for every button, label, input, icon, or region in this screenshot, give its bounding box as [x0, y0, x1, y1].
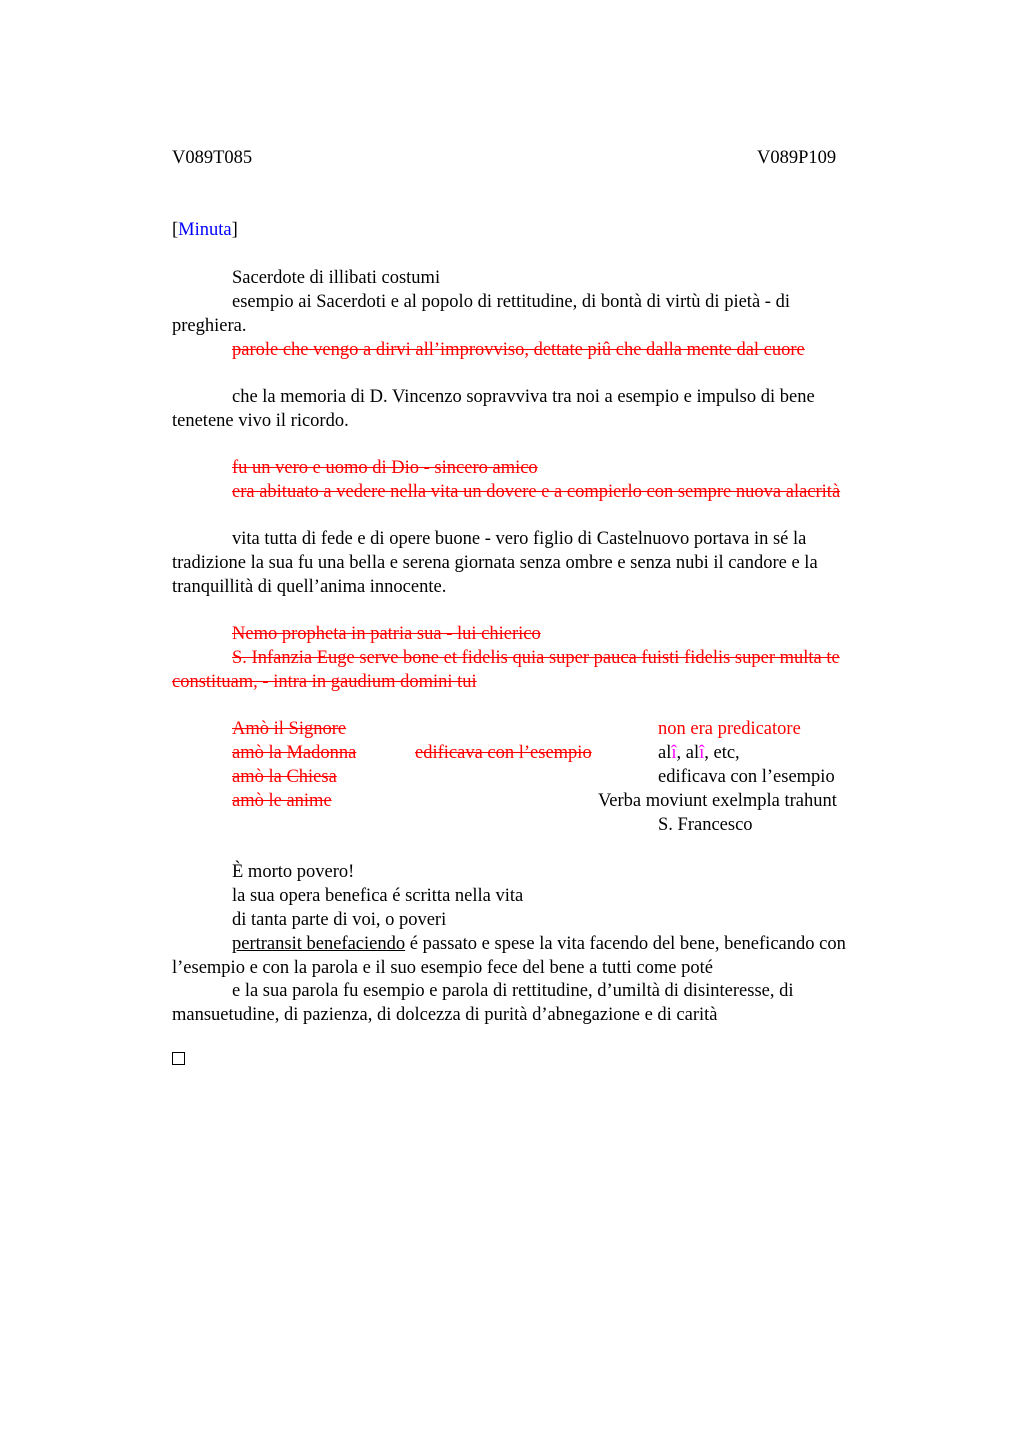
header-right-code: V089P109 [757, 148, 837, 168]
p6-line4-rest: é passato e spese la vita facendo del bene, beneficando con [405, 934, 846, 954]
p5-struck-line1: Nemo propheta in patria sua - lui chierico [232, 624, 541, 644]
p2-line2: tenetene vivo il ricordo. [172, 411, 349, 431]
bracket-open: [ [172, 220, 179, 240]
p6-underlined-phrase: pertransit benefaciendo [232, 934, 406, 954]
col-right-ali [658, 744, 740, 763]
p1-line1: Sacerdote di illibati costumi [232, 268, 441, 288]
col-right-line5: S. Francesco [658, 815, 753, 835]
header-left-code: V089T085 [172, 148, 253, 168]
p6-line2: la sua opera benefica é scritta nella vita [232, 886, 524, 906]
p1-line2: esempio ai Sacerdoti e al popolo di rettitudine, di bontà di virtù di pietà - di [232, 292, 790, 312]
p6-line7: mansuetudine, di pazienza, di dolcezza di purità d’abnegazione e di carità [172, 1005, 718, 1025]
ali-circumflex-2: î [699, 743, 705, 763]
p1-line3: preghiera. [172, 316, 247, 336]
p4-line1: vita tutta di fede e di opere buone - vero figlio di Castelnuovo portava in sé la [232, 529, 807, 549]
minuta-word: Minuta [178, 220, 232, 240]
p6-line4 [232, 935, 846, 954]
col-middle-struck: edificava con l’esempio [415, 743, 592, 763]
ali-circumflex-1: î [671, 743, 677, 763]
col-right-line4: Verba moviunt exelmpla trahunt [598, 791, 837, 811]
col-left-line2: amò la Madonna [232, 743, 357, 763]
col-left-line3: amò la Chiesa [232, 767, 337, 787]
minuta-label [172, 221, 238, 240]
p6-line1: È morto povero! [232, 862, 355, 882]
ali-text-2: al [685, 743, 700, 763]
p6-line5: l’esempio e con la parola e il suo esempio fece del bene a tutti come poté [172, 958, 713, 978]
p3-struck-line2: era abituato a vedere nella vita un dovere e a compierlo con sempre nuova alacrità [232, 482, 841, 502]
checkbox-icon[interactable] [172, 1052, 185, 1065]
ali-text-1: al [658, 743, 672, 763]
ali-sep: , [676, 743, 686, 763]
p5-struck-line3: constituam, - intra in gaudium domini tui [172, 672, 477, 692]
p5-struck-line2: S. Infanzia Euge serve bone et fidelis quia super pauca fuisti fidelis super multa te [232, 648, 840, 668]
ali-end: , etc, [704, 743, 740, 763]
p1-struck-line: parole che vengo a dirvi all’improvviso, dettate piû che dalla mente dal cuore [232, 340, 805, 360]
p4-line2: tradizione la sua fu una bella e serena giornata senza ombre e senza nubi il candore e la [172, 553, 818, 573]
p2-line1: che la memoria di D. Vincenzo sopravviva tra noi a esempio e impulso di bene [232, 387, 815, 407]
col-left-line1: Amò il Signore [232, 719, 347, 739]
col-right-line3: edificava con l’esempio [658, 767, 835, 787]
p4-line3: tranquillità di quell’anima innocente. [172, 577, 447, 597]
p6-line3: di tanta parte di voi, o poveri [232, 910, 447, 930]
bracket-close: ] [231, 220, 238, 240]
col-left-line4: amò le anime [232, 791, 332, 811]
col-right-red: non era predicatore [658, 719, 801, 739]
p3-struck-line1: fu un vero e uomo di Dio - sincero amico [232, 458, 538, 478]
p6-line6: e la sua parola fu esempio e parola di rettitudine, d’umiltà di disinteresse, di [232, 981, 794, 1001]
